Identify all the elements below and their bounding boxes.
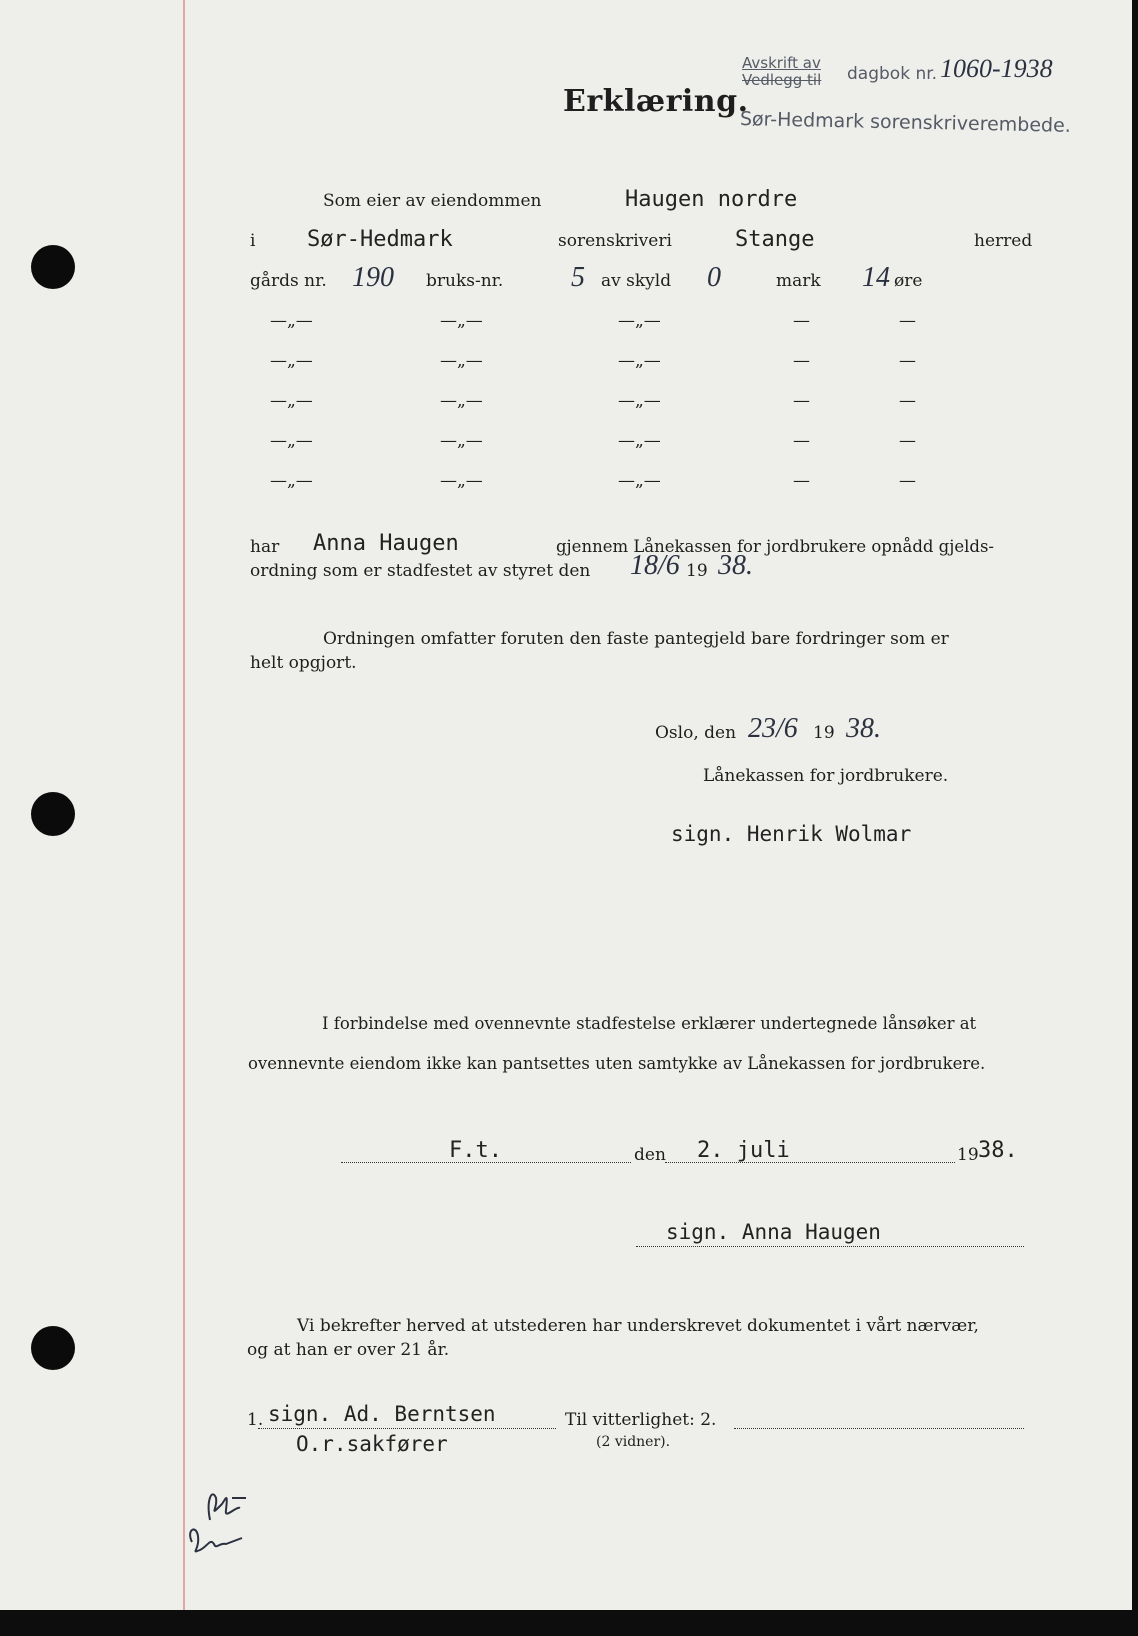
stadfestet-date: 18/6: [630, 550, 680, 581]
witness2-dotted-line: [734, 1428, 1024, 1429]
ditto-mark: —„—: [618, 311, 661, 331]
ditto-mark: —„—: [440, 351, 483, 371]
ditto-mark: —„—: [440, 311, 483, 331]
ditto-dash: —: [793, 471, 810, 491]
para2-line1: Ordningen omfatter foruten den faste pantegjeld bare fordringer som er: [323, 629, 949, 649]
ditto-mark: —„—: [618, 431, 661, 451]
ditto-dash: —: [793, 351, 810, 371]
witness-number-1: 1.: [247, 1410, 264, 1430]
ditto-mark: —„—: [440, 471, 483, 491]
stamp-vedlegg: Vedlegg til: [742, 71, 822, 89]
stamp-dagbok-number: 1060-1938: [940, 54, 1053, 83]
i-label: i: [250, 231, 256, 251]
bruks-number: 5: [571, 262, 585, 293]
skyld-mark-value: 0: [707, 262, 721, 293]
ditto-mark: —„—: [618, 351, 661, 371]
institution-name: Lånekassen for jordbrukere.: [703, 766, 949, 786]
date-value: 2. juli: [697, 1138, 790, 1163]
ditto-mark: —„—: [270, 471, 313, 491]
stamp-avskrift: Avskrift av: [742, 54, 821, 72]
sorenskriveri-label: sorenskriveri: [558, 231, 672, 251]
municipality-name: Stange: [735, 227, 815, 252]
ditto-dash: —: [899, 351, 916, 371]
punch-hole: [31, 1326, 75, 1370]
stadfestet-year-prefix: 19: [686, 561, 708, 581]
district-name: Sør-Hedmark: [307, 227, 453, 252]
para2-line2: helt opgjort.: [250, 653, 357, 673]
ditto-dash: —: [793, 391, 810, 411]
skyld-label: av skyld: [601, 271, 672, 291]
skyld-ore-value: 14: [862, 262, 890, 293]
punch-hole: [31, 245, 75, 289]
ditto-dash: —: [899, 431, 916, 451]
date-year-prefix: 19: [957, 1145, 979, 1165]
handwritten-initials: [182, 1480, 272, 1560]
stadfestet-year: 38.: [718, 550, 753, 581]
date-den-label: den: [634, 1145, 666, 1165]
ditto-mark: —„—: [270, 391, 313, 411]
witness1-title: O.r.sakfører: [296, 1432, 448, 1456]
gards-number: 190: [352, 262, 394, 293]
declaration-line2: ovennevnte eiendom ikke kan pantsettes uten samtykke av Lånekassen for jordbrukere.: [248, 1054, 986, 1073]
ditto-dash: —: [793, 311, 810, 331]
ditto-mark: —„—: [618, 471, 661, 491]
ditto-dash: —: [793, 431, 810, 451]
ore-label: øre: [894, 271, 923, 291]
vidner-label: (2 vidner).: [596, 1434, 671, 1450]
ditto-dash: —: [899, 311, 916, 331]
ditto-dash: —: [899, 471, 916, 491]
oslo-year-prefix: 19: [813, 723, 835, 743]
herred-label: herred: [974, 231, 1033, 251]
witness-line2: og at han er over 21 år.: [247, 1340, 450, 1360]
stamp-dagbok-label: dagbok nr.: [847, 64, 938, 84]
property-name: Haugen nordre: [625, 187, 798, 212]
oslo-place: Oslo, den: [655, 723, 737, 743]
ditto-mark: —„—: [270, 351, 313, 371]
witness1-signature: sign. Ad. Berntsen: [268, 1402, 496, 1426]
har-label: har: [250, 537, 280, 557]
witness1-dotted-line: [258, 1428, 556, 1429]
body-line2: ordning som er stadfestet av styret den: [250, 561, 591, 581]
ditto-dash: —: [899, 391, 916, 411]
bruks-label: bruks-nr.: [426, 271, 504, 291]
mark-label: mark: [776, 271, 821, 291]
punch-hole: [31, 792, 75, 836]
date-place: F.t.: [449, 1138, 502, 1163]
oslo-date: 23/6: [748, 713, 798, 744]
body-line1: gjennem Lånekassen for jordbrukere opnådd gjelds-: [556, 537, 995, 556]
date-year: 38.: [978, 1138, 1018, 1163]
witness-line1: Vi bekrefter herved at utstederen har underskrevet dokumentet i vårt nærvær,: [297, 1316, 979, 1336]
owner-label: Som eier av eiendommen: [323, 191, 542, 211]
ditto-mark: —„—: [270, 431, 313, 451]
signature-dotted-line: [636, 1246, 1024, 1247]
ditto-mark: —„—: [270, 311, 313, 331]
ditto-mark: —„—: [440, 391, 483, 411]
stamp-office: Sør-Hedmark sorenskriverembede.: [739, 108, 1072, 137]
borrower-signature: sign. Anna Haugen: [666, 1220, 881, 1244]
ditto-mark: —„—: [618, 391, 661, 411]
declaration-line1: I forbindelse med ovennevnte stadfestelse erklærer undertegnede lånsøker at: [322, 1014, 977, 1033]
oslo-year: 38.: [846, 713, 881, 744]
ditto-mark: —„—: [440, 431, 483, 451]
gards-label: gårds nr.: [250, 271, 327, 291]
holder-name: Anna Haugen: [313, 531, 459, 556]
margin-rule: [183, 0, 185, 1610]
document-title: Erklæring.: [563, 84, 749, 119]
til-vitterlighet-label: Til vitterlighet: 2.: [565, 1410, 717, 1430]
institution-signature: sign. Henrik Wolmar: [671, 822, 912, 846]
